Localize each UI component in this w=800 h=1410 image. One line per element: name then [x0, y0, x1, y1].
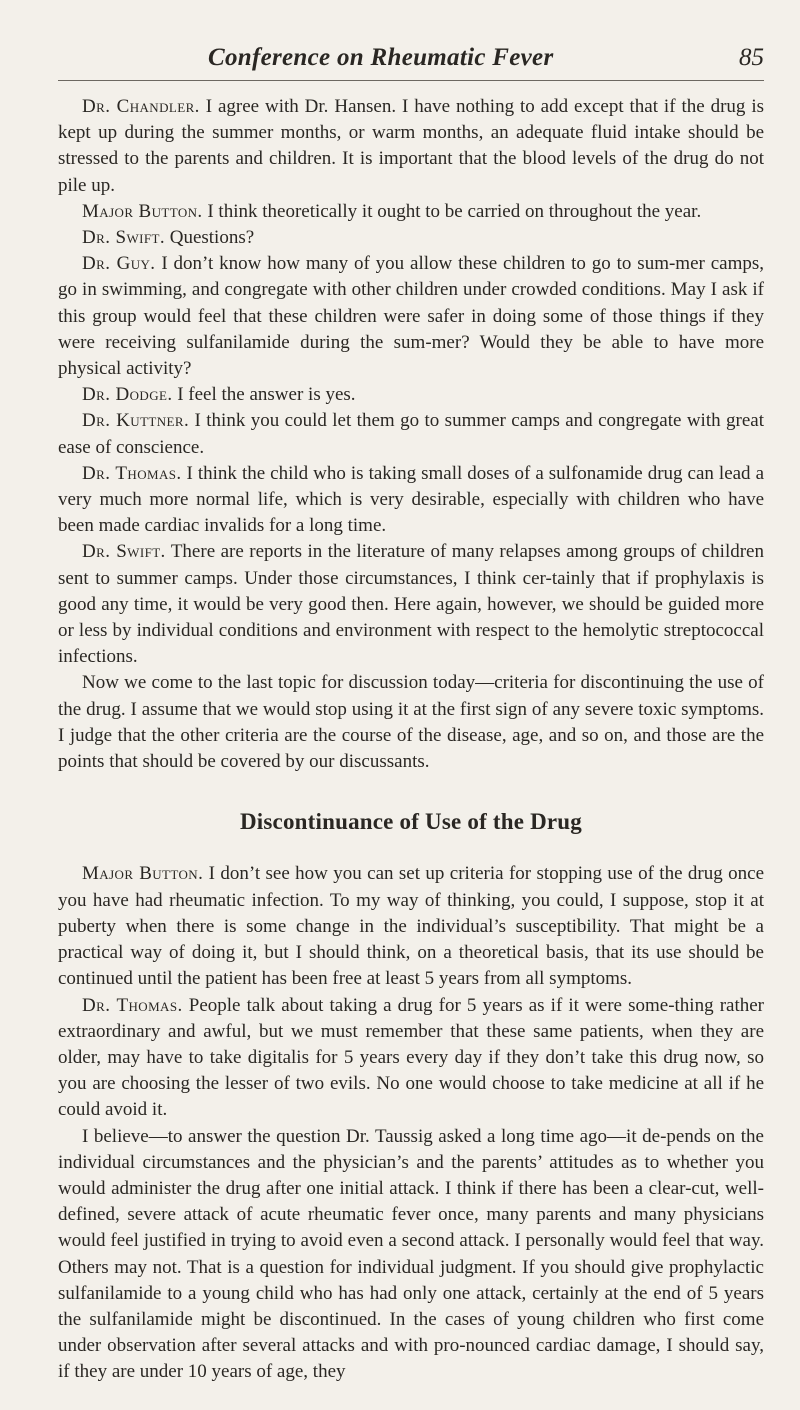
running-header — [58, 44, 768, 80]
paragraph-thomas-2 — [58, 993, 764, 1124]
paragraph-text: I think theoretically it ought to be carried on throughout the year. — [202, 200, 702, 222]
paragraph-text: Questions? — [164, 227, 255, 249]
paragraph-text: There are reports in the literature of many relapses among groups of children sent to summer camps. Under those circumstances, I think cer-tainly that if prophylaxis is good any time, it would be very good then. Here again, however, we should be guided more or less by individual conditions and environment with respect to the hemolytic streptococcal infections. — [58, 541, 764, 668]
paragraph-button-2 — [58, 861, 764, 992]
paragraph-dodge — [58, 382, 764, 408]
header-rule — [58, 80, 764, 81]
speaker-name: Dr. Kuttner. — [82, 410, 190, 432]
speaker-name: Major Button. — [82, 863, 204, 885]
paragraph-guy — [58, 251, 764, 382]
paragraph-swift-3 — [58, 670, 764, 775]
paragraph-text: I think you could let them go to summer camps and congregate with great ease of conscience. — [58, 410, 765, 458]
speaker-name: Dr. Thomas. — [82, 462, 182, 484]
running-header-title: Conference on Rheumatic Fever — [208, 44, 554, 71]
page-number: 85 — [739, 44, 764, 71]
paragraph-swift-1 — [58, 225, 764, 251]
speaker-name: Dr. Swift. — [82, 541, 166, 563]
paragraph-kuttner — [58, 408, 764, 460]
speaker-name: Dr. Chandler. — [82, 96, 200, 117]
speaker-name: Dr. Dodge. — [82, 384, 173, 406]
paragraph-text: Now we come to the last topic for discussion today—criteria for discontinuing the use of the drug. I assume that we would stop using it at the first sign of any severe toxic symptoms. I judge that the other criteria are the course of the disease, age, and so on, and those are the points that should be covered by our discussants. — [58, 672, 764, 773]
speaker-name: Dr. Guy. — [82, 253, 156, 275]
paragraph-text: I don’t see how you can set up criteria for stopping use of the drug once you have had rheumatic infection. To my way of thinking, you could, I suppose, stop it at puberty when there is some change in the individual’s susceptibility. That might be a practical way of doing it, but I should think, on a theoretical basis, that its use should be continued until the patient has been free at least 5 years from all symptoms. — [58, 863, 764, 990]
paragraph-text: I think the child who is taking small doses of a sulfonamide drug can lead a very much more normal life, which is very desirable, especially with children who have been made cardiac invalids for a long time. — [58, 462, 765, 537]
paragraph-text: I don’t know how many of you allow these children to go to sum-mer camps, go in swimming, and congregate with other children under crowded conditions. May I ask if this group would feel that these children were safer in doing some of those things if they were receiving sulfanilamide during the sum-mer? Would they be able to have more physical activity? — [58, 253, 764, 380]
speaker-name: Dr. Thomas. — [82, 994, 183, 1016]
body-text — [58, 94, 764, 1386]
paragraph-text: I agree with Dr. Hansen. I have nothing to add except that if the drug is kept up during the summer months, or warm months, an adequate fluid intake should be stressed to the parents and children. It is important that the blood levels of the drug do not pile up. — [58, 96, 764, 196]
paragraph-text: I feel the answer is yes. — [172, 384, 356, 406]
section-heading: Discontinuance of Use of the Drug — [240, 809, 582, 835]
paragraph-text: I believe—to answer the question Dr. Taussig asked a long time ago—it de-pends on the individual circumstances and the physician’s and the parents’ attitudes as to whether you would administer the drug after one initial attack. I think if there has been a clear-cut, well-defined, severe attack of acute rheumatic fever once, many parents and many physicians would feel justified in trying to avoid even a second attack. I personally would feel that way. Others may not. That is a question for individual judgment. If you should give prophylactic sulfanilamide to a young child who has had only one attack, certainly at the end of 5 years the sulfanilamide might be discontinued. In the cases of young children who first come under observation after several attacks and with pro-nounced cardiac damage, I should say, if they are under 10 years of age, they — [58, 1125, 764, 1383]
speaker-name: Major Button. — [82, 200, 203, 222]
paragraph-swift-2 — [58, 539, 764, 670]
paragraph-thomas-3 — [58, 1124, 764, 1386]
paragraph-thomas-1 — [58, 461, 764, 540]
paragraph-button-1 — [58, 199, 764, 225]
speaker-name: Dr. Swift. — [82, 227, 165, 249]
paragraph-text: People talk about taking a drug for 5 years as if it were some-thing rather extraordinary and awful, but we must remember that these same patients, when they are older, may have to take digitalis for 5 years every day if they don’t take this drug now, so you are choosing the lesser of two evils. No one would choose to take medicine at all if he could avoid it. — [58, 994, 765, 1121]
paragraph-chandler — [58, 94, 764, 199]
